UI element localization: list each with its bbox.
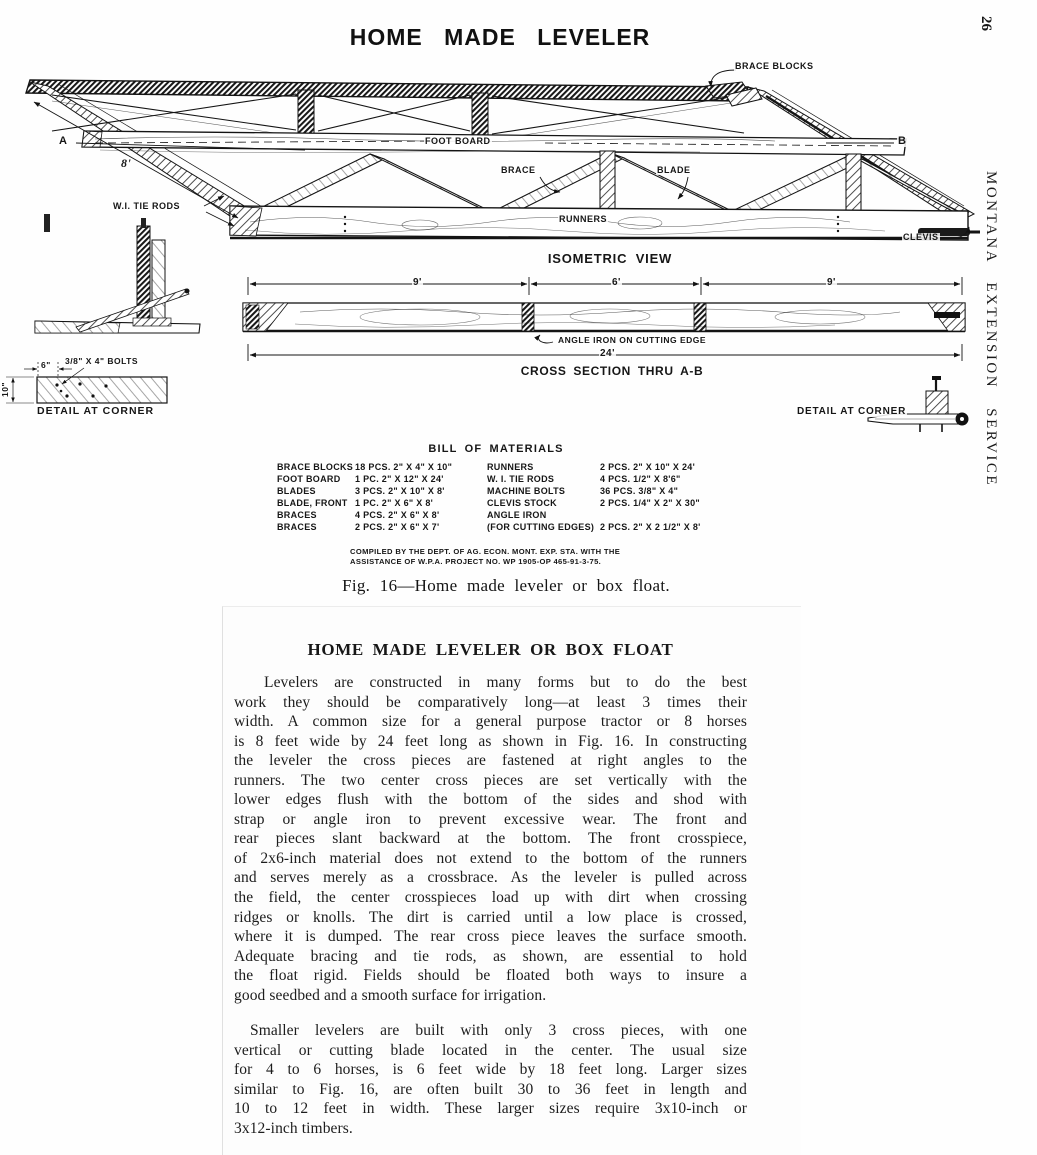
label-width-dim: 8' <box>121 156 132 170</box>
isometric-view-caption: ISOMETRIC VIEW <box>547 251 673 266</box>
text-line: the leveler the cross pieces are fastened at right angles to the <box>234 752 747 770</box>
bom-row <box>487 510 727 522</box>
bom-spec: 4 PCS. 1/2" X 8'6" <box>600 474 681 485</box>
bom-item: RUNNERS <box>487 462 534 472</box>
article-block <box>222 606 801 1155</box>
label-blade: BLADE <box>657 165 691 175</box>
bom-row <box>277 474 472 486</box>
text-line: vertical or cutting blade located in the center. The usual size <box>234 1041 747 1059</box>
text-line: Levelers are constructed in many forms but to do the best <box>264 674 747 691</box>
bom-right-column <box>487 462 727 535</box>
label-tie-rods: W.I. TIE RODS <box>113 201 181 211</box>
label-brace: BRACE <box>501 165 536 175</box>
dim-24ft: 24' <box>600 348 616 359</box>
compiled-by-line1: COMPILED BY THE DEPT. OF AG. ECON. MONT. EXP. STA. WITH THE <box>350 547 621 556</box>
margin-vertical-text: MONTANA EXTENSION SERVICE <box>983 171 999 488</box>
text-line: ridges or knolls. The dirt is carried until a low place is crossed, <box>234 908 747 926</box>
detail-dim-6in: 6" <box>41 360 51 370</box>
bom-row <box>277 522 472 534</box>
text-line: is 8 feet wide by 24 feet long as shown in Fig. 16. In constructing <box>234 732 747 750</box>
text-line: work they should be comparatively long—at least 3 times their <box>234 693 747 711</box>
text-line: strap or angle iron to prevent excessive wear. The front and <box>234 810 747 828</box>
bom-item: CLEVIS STOCK <box>487 498 557 509</box>
bom-spec: 18 PCS. 2" X 4" X 10" <box>355 462 453 472</box>
detail-bolts-label: 3/8" X 4" BOLTS <box>65 356 139 366</box>
bom-row <box>487 522 727 534</box>
text-line: lower edges flush with the bottom of the sides and shod with <box>234 791 747 809</box>
text-line: 10 to 12 feet in width. These larger sizes require 3x10-inch or <box>234 1100 747 1118</box>
label-clevis: CLEVIS <box>903 232 939 242</box>
bom-spec: 2 PCS. 2" X 10" X 24' <box>600 462 696 472</box>
bom-spec: 1 PC. 2" X 6" X 8' <box>355 498 434 509</box>
article-paragraphs <box>234 673 747 1139</box>
paragraph <box>234 1021 747 1138</box>
detail-dim-10in: 10" <box>0 382 10 397</box>
bom-spec: 2 PCS. 2" X 6" X 7' <box>355 522 440 533</box>
bom-spec: 1 PC. 2" X 12" X 24' <box>355 474 444 485</box>
label-section-a: A <box>59 135 68 147</box>
text-line: the field, the center crosspieces load up with dirt when crossing <box>234 889 747 907</box>
detail-left-caption: DETAIL AT CORNER <box>37 405 155 417</box>
dim-6ft: 6' <box>612 277 621 288</box>
text-line: Smaller levelers are built with only 3 cross pieces, with one <box>250 1022 747 1040</box>
bom-title: BILL OF MATERIALS <box>428 443 564 455</box>
text-line: 3x12-inch timbers. <box>234 1120 353 1138</box>
bom-row <box>277 486 472 498</box>
bom-row <box>277 510 472 522</box>
text-line: good seedbed and a smooth surface for irrigation. <box>234 986 547 1004</box>
bom-item: MACHINE BOLTS <box>487 486 566 497</box>
bom-item: BLADE, FRONT <box>277 498 348 509</box>
text-line: the float rigid. Fields should be floated both ways to insure a <box>234 967 747 985</box>
bom-item: BRACES <box>277 522 317 533</box>
label-section-b: B <box>898 135 907 147</box>
bom-item: FOOT BOARD <box>277 474 341 485</box>
bom-spec: 36 PCS. 3/8" X 4" <box>600 486 679 497</box>
text-line: for 4 to 6 horses, is 6 feet wide by 18 feet long. Larger sizes <box>234 1061 747 1079</box>
label-runners: RUNNERS <box>559 214 608 224</box>
dim-9ft-right: 9' <box>827 277 836 288</box>
label-brace-blocks: BRACE BLOCKS <box>735 61 814 71</box>
bom-spec: 2 PCS. 1/4" X 2" X 30" <box>600 498 700 509</box>
text-line: where it is dumped. The rear cross piece leaves the surface smooth. <box>234 928 747 946</box>
text-line: similar to Fig. 16, are often built 30 to 36 feet in length and <box>234 1080 747 1098</box>
text-line: runners. The two center cross pieces are set vertically with the <box>234 771 747 789</box>
text-line: of 2x6-inch material does not extend to the bottom of the runners <box>234 849 747 867</box>
text-line: Adequate bracing and tie rods, as shown, are essential to hold <box>234 947 747 965</box>
compiled-by-line2: ASSISTANCE OF W.P.A. PROJECT NO. WP 1905-OP 465-91-3-75. <box>350 556 602 566</box>
bom-item: W. I. TIE RODS <box>487 474 555 485</box>
article-heading: HOME MADE LEVELER OR BOX FLOAT <box>307 640 674 659</box>
text-line: rear pieces slant backward at the bottom. The front crosspiece, <box>234 830 747 848</box>
drawing-title: HOME MADE LEVELER <box>349 24 651 50</box>
bom-item: (FOR CUTTING EDGES) <box>487 522 595 533</box>
bom-row <box>487 474 727 486</box>
paragraph <box>234 673 747 1005</box>
bom-item: BRACES <box>277 510 317 521</box>
label-angle-iron: ANGLE IRON ON CUTTING EDGE <box>558 335 707 345</box>
bom-row <box>487 462 727 474</box>
bom-row <box>487 498 727 510</box>
bom-spec: 2 PCS. 2" X 2 1/2" X 8' <box>600 522 701 533</box>
cross-section-caption: CROSS SECTION THRU A-B <box>520 364 704 378</box>
text-line: and serves merely as a crossbrace. As the leveler is pulled across <box>234 869 747 887</box>
bom-item: BLADES <box>277 486 316 497</box>
bom-item: BRACE BLOCKS <box>277 462 354 472</box>
bom-left-column <box>277 462 472 535</box>
bom-row <box>277 462 472 474</box>
detail-right-caption: DETAIL AT CORNER <box>797 406 907 417</box>
page-number: 26 <box>978 16 994 31</box>
bom-spec: 3 PCS. 2" X 10" X 8' <box>355 486 445 497</box>
dim-9ft-left: 9' <box>413 277 422 288</box>
figure-caption: Fig. 16—Home made leveler or box float. <box>342 576 670 595</box>
bom-row <box>487 486 727 498</box>
bom-row <box>277 498 472 510</box>
label-foot-board: FOOT BOARD <box>425 136 491 146</box>
text-line: width. A common size for a general purpose tractor or 8 horses <box>234 713 747 731</box>
bom-item: ANGLE IRON <box>487 510 547 521</box>
bom-spec: 4 PCS. 2" X 6" X 8' <box>355 510 440 521</box>
